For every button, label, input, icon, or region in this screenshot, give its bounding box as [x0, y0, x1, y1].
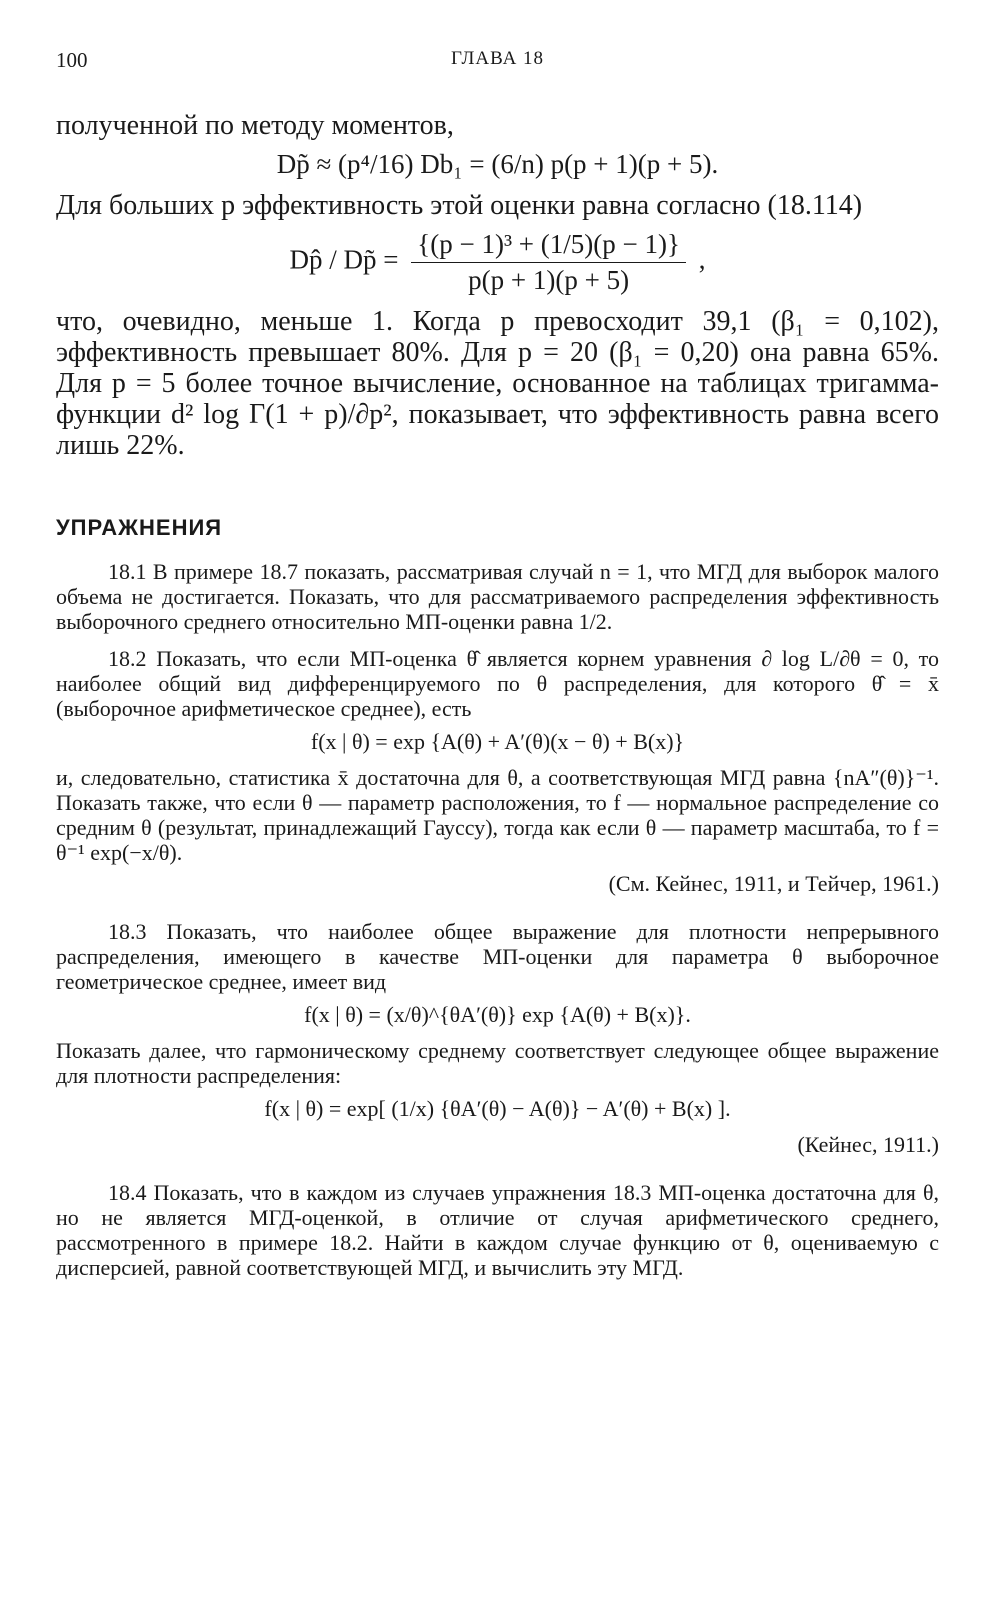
exercise-18-1: 18.1 В примере 18.7 показать, рассматривая случай n = 1, что МГД для выборок малого объема не достигается. Показать, что для рассматриваемого распределения эффективность выборочного среднего относительно МП-оценки равна 1/2.: [56, 559, 939, 634]
page-number: 100: [56, 48, 88, 72]
formula-efficiency: [56, 229, 939, 296]
formula-efficiency-denominator: p(p + 1)(p + 5): [468, 265, 630, 295]
formula-efficiency-fraction: [411, 229, 686, 296]
exercise-18-3: 18.3 Показать, что наиболее общее выражение для плотности непрерывного распределения, имеющего в качестве МП-оценки для параметра θ выборочное геометрическое среднее, имеет вид: [56, 919, 939, 994]
intro-line: полученной по методу моментов,: [56, 110, 454, 141]
exercise-18-2-continuation: и, следовательно, статистика x̄ достаточна для θ, а соответствующая МГД равна {nA″(θ)}⁻¹. Показать также, что если θ — параметр расположения, то f — нормальное распределение со средним θ (результат, принадлежащий Гауссу), тогда как если θ — параметр масштаба, то f = θ⁻¹ exp(−x/θ).: [56, 765, 939, 865]
exercise-18-3-formula: f(x | θ) = (x/θ)^{θA′(θ)} exp {A(θ) + B(x)}.: [304, 1002, 691, 1027]
formula-efficiency-lhs: Dp̂ / Dp̃ =: [289, 244, 399, 275]
intro-paragraph-2: Для больших p эффективность этой оценки равна согласно (18.114): [56, 190, 863, 221]
intro-paragraph-3: что, очевидно, меньше 1. Когда p превосходит 39,1 (β₁ = 0,102), эффективность превышает 80%. Для p = 20 (β₁ = 0,20) она равна 65%. Для p = 5 более точное вычисление, основанное на таблицах тригамма-функции d² log Γ(1 + p)/∂p², показывает, что эффективность равна всего лишь 22%.: [56, 306, 940, 461]
page-body: [56, 110, 939, 1280]
section-title-exercises: УПРАЖНЕНИЯ: [56, 515, 223, 540]
exercise-18-2-citation: (См. Кейнес, 1911, и Тейчер, 1961.): [608, 871, 939, 896]
exercise-18-2: 18.2 Показать, что если МП-оценка θ̂ является корнем уравнения ∂ log L/∂θ = 0, то наиболее общий вид дифференцируемого по θ распределения, для которого θ̂ = x̄ (выборочное арифметическое среднее), есть: [56, 646, 939, 721]
exercise-18-2-formula: f(x | θ) = exp {A(θ) + A′(θ)(x − θ) + B(x)}: [310, 729, 685, 754]
page-header: [56, 48, 939, 78]
exercise-18-3-citation: (Кейнес, 1911.): [797, 1132, 939, 1157]
exercise-18-4: 18.4 Показать, что в каждом из случаев упражнения 18.3 МП-оценка достаточна для θ, но не является МГД-оценкой, в отличие от случая арифметического среднего, рассмотренного в примере 18.2. Найти в каждом случае функцию от θ, оцениваемую с дисперсией, равной соответствующей МГД, и вычислить эту МГД.: [56, 1180, 939, 1280]
formula-efficiency-tail: ,: [698, 244, 706, 275]
exercise-18-3-formula-2: f(x | θ) = exp[ (1/x) {θA′(θ) − A(θ)} − A′(θ) + B(x) ].: [264, 1096, 731, 1121]
exercise-18-3-continuation: Показать далее, что гармоническому среднему соответствует следующее общее выражение для плотности распределения:: [56, 1038, 939, 1088]
formula-variance-moments: Dp̃ ≈ (p⁴/16) Db₁ = (6/n) p(p + 1)(p + 5).: [276, 149, 719, 179]
running-head: ГЛАВА 18: [450, 48, 545, 69]
formula-efficiency-numerator: {(p − 1)³ + (1/5)(p − 1)}: [411, 229, 686, 263]
